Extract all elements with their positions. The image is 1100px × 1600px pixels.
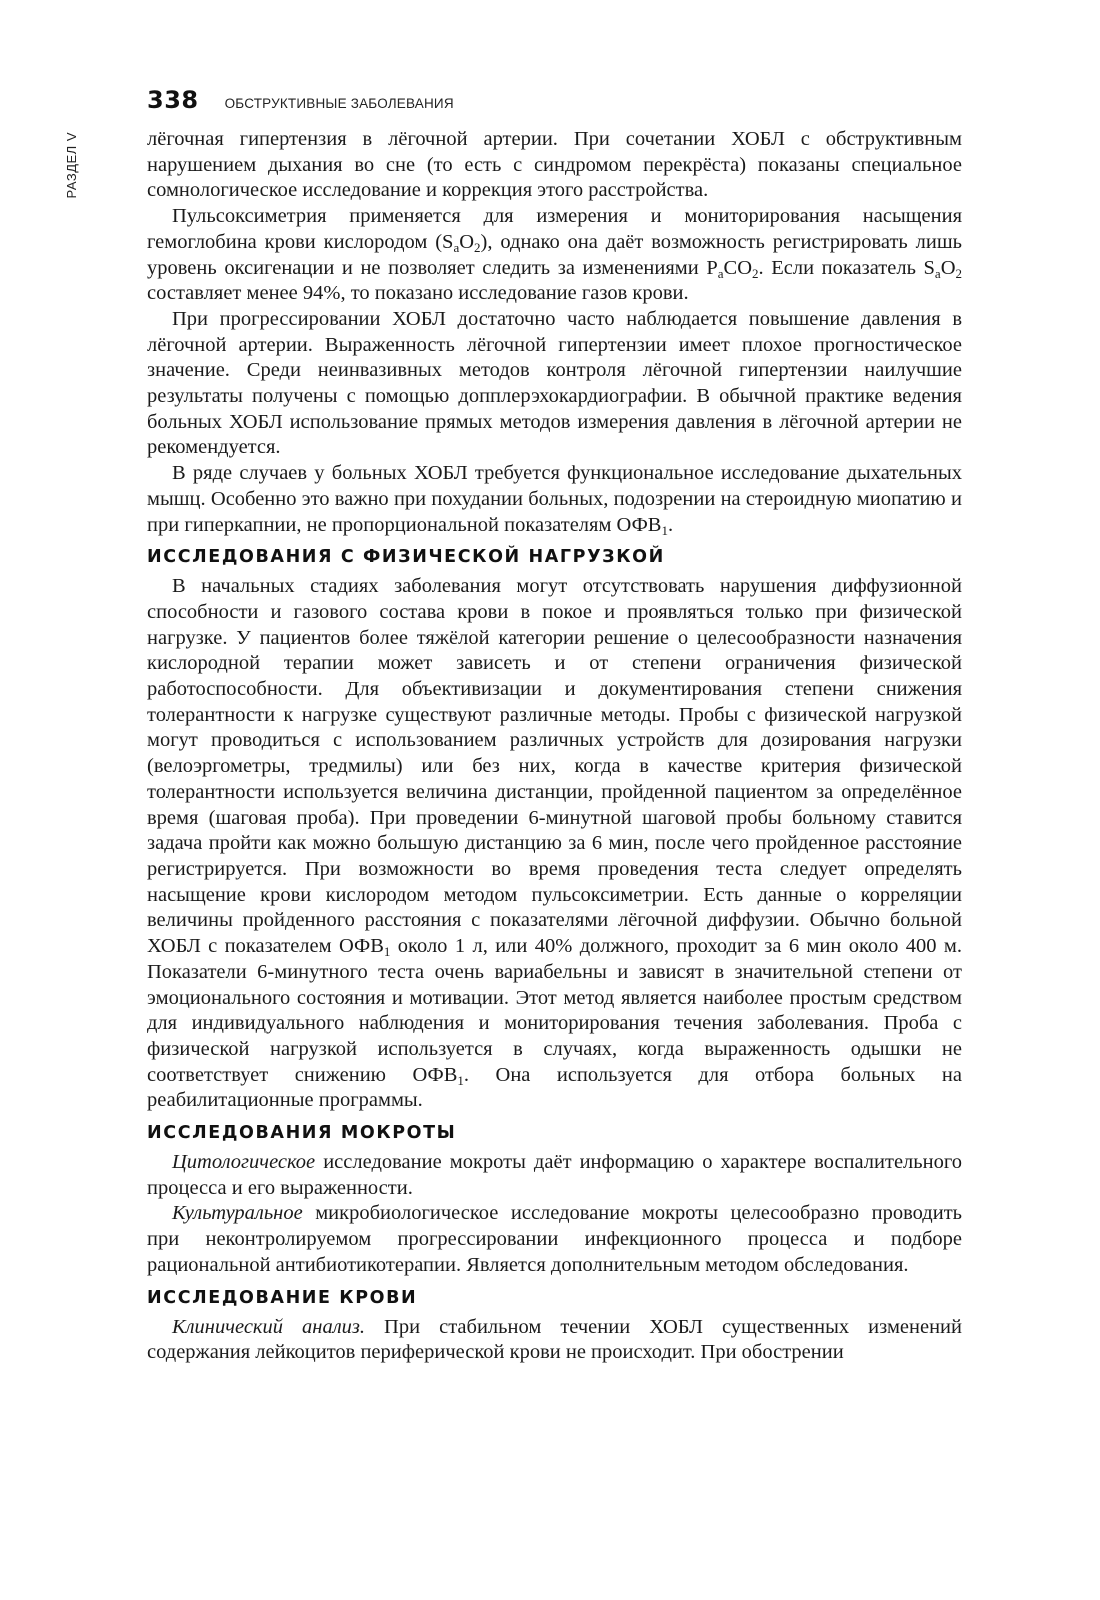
page-header — [147, 86, 454, 114]
text-run: . Она используется для отбора больных на реабилитационные программы. — [147, 1063, 962, 1112]
paragraph-pulmonary-hypertension: При прогрессировании ХОБЛ достаточно часто наблюдается повышение давления в лёгочной артерии. Выраженность лёгочной гипертензии имеет плохое прогностическое значение. Среди неинвазивных методов контроля лёгочной гипертензии наилучшие результаты получены с помощью допплерэхокардиографии. В обычной практике ведения больных ХОБЛ использование прямых методов измерения давления в лёгочной артерии не рекомендуется. — [147, 307, 962, 459]
italic-term: Цитологическое — [172, 1151, 316, 1174]
text-run: около 1 л, или 40% должного, проходит за 6 мин около 400 м. Показатели 6-минутного теста очень вариабельны и зависят в значительной степени от эмоционального состояния и мотивации. Этот метод является наиболее простым средством для индивидуального наблюдения и мониторирования течения заболевания. Проба с физической нагрузкой используется в случаях, когда выраженность одышки не соответствует снижению ОФВ — [147, 935, 963, 1086]
text-run: исследование мокроты даёт информацию о характере воспалительного процесса и его выраженности. — [147, 1151, 962, 1199]
subscript: 2 — [955, 265, 963, 281]
text-run: O — [459, 230, 475, 253]
text-run: ), однако она даёт возможность регистрировать лишь уровень оксигенации и не позволяет следить за изменениями P — [147, 230, 962, 279]
text-run: O — [940, 256, 956, 279]
text-run: Пульсоксиметрия применяется для измерения и мониторирования насыщения гемоглобина крови кислородом (S — [147, 205, 962, 253]
paragraph-culture — [147, 1201, 962, 1278]
paragraph-pulse-oximetry — [147, 204, 962, 307]
subscript: 2 — [474, 239, 481, 255]
subscript: a — [717, 265, 724, 281]
running-title: ОБСТРУКТИВНЫЕ ЗАБОЛЕВАНИЯ — [224, 96, 454, 111]
text-run: При стабильном течении ХОБЛ существенных изменений содержания лейкоцитов периферической крови не происходит. При обострении — [147, 1315, 962, 1364]
text-run: В ряде случаев у больных ХОБЛ требуется функциональное исследование дыхательных мышц. Особенно это важно при похудании больных, подозрении на стероидную миопатию и при гиперкапнии, не пропорциональной показателям ОФВ — [147, 462, 962, 536]
text-run: В начальных стадиях заболевания могут отсутствовать нарушения диффузионной способности и газового состава крови в покое и проявляться только при физической нагрузке. У пациентов более тяжёлой категории решение о целесообразности назначения кислородной терапии может зависеть и от степени ограничения физической работоспособности. Для объективизации и документирования степени снижения толерантности к нагрузке существуют различные методы. Пробы с физической нагрузкой могут проводиться с использованием различных устройств для дозирования нагрузки (велоэргометры, тредмилы) или без них, когда в качестве критерия физической толерантности используется величина дистанции, пройденной пациентом за определённое время (шаговая проба). При проведении 6-минутной шаговой пробы больному ставится задача пройти как можно большую дистанцию за 6 мин, после чего пройденное расстояние регистрируется. При возможности во время проведения теста следует определять насыщение крови кислородом методом пульсоксиметрии. Есть данные о корреляции величины пройденного расстояния с показателями лёгочной диффузии. Обычно больной ХОБЛ с показателем ОФВ — [147, 575, 962, 958]
text-run: . — [667, 513, 674, 536]
subscript: 2 — [752, 265, 759, 281]
italic-term: Клинический анализ. — [172, 1315, 366, 1338]
subscript: 1 — [661, 522, 668, 538]
page-body — [147, 127, 962, 1366]
text-run: микробиологическое исследование мокроты целесообразно проводить при неконтролируемом прогрессировании инфекционного процесса и подборе рациональной антибиотикотерапии. Является дополнительным методом обследования. — [147, 1202, 962, 1276]
section-heading-blood: ИССЛЕДОВАНИЕ КРОВИ — [147, 1287, 418, 1308]
subscript: a — [453, 239, 460, 255]
subscript: 1 — [457, 1072, 464, 1088]
text-run: CO — [723, 256, 753, 279]
paragraph-respiratory-muscles — [147, 461, 962, 538]
section-heading-exercise-tests: ИССЛЕДОВАНИЯ С ФИЗИЧЕСКОЙ НАГРУЗКОЙ — [147, 547, 665, 568]
page-number: 338 — [147, 86, 199, 114]
italic-term: Культуральное — [172, 1202, 303, 1225]
text-run: составляет менее 94%, то показано исследование газов крови. — [147, 282, 689, 305]
paragraph-continuation: лёгочная гипертензия в лёгочной артерии. При сочетании ХОБЛ с обструктивным нарушением дыхания во сне (то есть с синдромом перекрёста) показаны специальное сомнологическое исследование и коррекция этого расстройства. — [147, 128, 962, 202]
subscript: a — [934, 265, 941, 281]
section-side-label: РАЗДЕЛ V — [64, 132, 79, 199]
paragraph-exercise-tests — [147, 574, 962, 1114]
text-run: . Если показатель S — [758, 256, 935, 279]
paragraph-cytology — [147, 1150, 962, 1201]
paragraph-blood-analysis — [147, 1315, 962, 1366]
subscript: 1 — [383, 944, 391, 960]
section-heading-sputum: ИССЛЕДОВАНИЯ МОКРОТЫ — [147, 1123, 457, 1144]
